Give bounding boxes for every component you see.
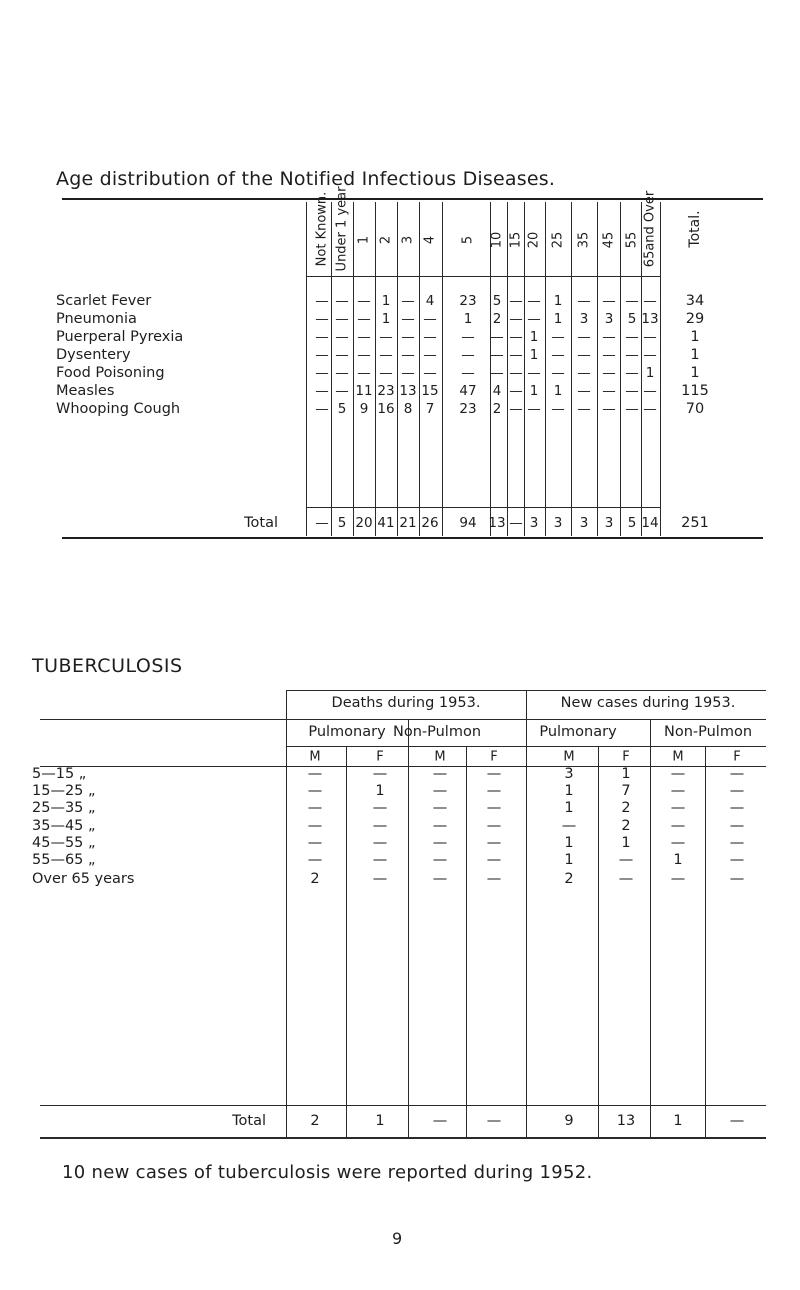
table-cell: 1: [529, 329, 539, 345]
total-cell: 41: [377, 515, 395, 531]
table-cell: —: [335, 311, 349, 327]
table-cell: 47: [459, 383, 477, 399]
total-cell: 26: [421, 515, 439, 531]
row-label: 5—15 „: [32, 766, 87, 782]
total-cell: —: [509, 515, 523, 531]
table-cell: —: [486, 818, 502, 834]
total-cell: —: [432, 1113, 448, 1129]
table-cell: —: [423, 365, 437, 381]
table-cell: —: [729, 835, 745, 851]
table-cell: —: [625, 383, 639, 399]
table-cell: 1: [690, 329, 700, 345]
table-cell: 1: [375, 783, 385, 799]
table-cell: —: [643, 293, 657, 309]
sex-header: F: [490, 749, 498, 765]
group-header-new-cases: New cases during 1953.: [560, 695, 736, 711]
table-cell: 5: [337, 401, 347, 417]
table-cell: 1: [553, 311, 563, 327]
sub-header: Pulmonary: [308, 724, 386, 740]
table-cell: —: [509, 329, 523, 345]
table-cell: —: [307, 852, 323, 868]
table-cell: 4: [492, 383, 502, 399]
table-cell: 1: [564, 783, 574, 799]
total-cell: 1: [375, 1113, 385, 1129]
table-cell: —: [432, 871, 448, 887]
table-cell: —: [315, 329, 329, 345]
table-cell: —: [577, 293, 591, 309]
table-cell: 2: [621, 818, 631, 834]
table-cell: —: [315, 383, 329, 399]
table-cell: 5: [627, 311, 637, 327]
table-cell: —: [551, 329, 565, 345]
table-cell: —: [486, 783, 502, 799]
column-header: 10: [489, 231, 505, 249]
table-cell: —: [315, 347, 329, 363]
column-divider: [346, 746, 347, 1137]
row-label: Measles: [56, 383, 115, 399]
column-divider: [408, 719, 409, 1137]
table-cell: 23: [459, 401, 477, 417]
total-cell: 20: [355, 515, 373, 531]
table-cell: —: [372, 871, 388, 887]
total-cell: 251: [681, 515, 709, 531]
table-cell: —: [729, 800, 745, 816]
table-cell: —: [307, 835, 323, 851]
total-cell: 3: [553, 515, 563, 531]
table-cell: —: [379, 329, 393, 345]
column-header: 3: [400, 235, 416, 245]
table-cell: —: [315, 311, 329, 327]
table-cell: —: [432, 783, 448, 799]
total-cell: 1: [673, 1113, 683, 1129]
table-cell: —: [372, 818, 388, 834]
table-cell: —: [432, 852, 448, 868]
table-cell: —: [561, 818, 577, 834]
footnote: 10 new cases of tuberculosis were reported during 1952.: [62, 1162, 593, 1183]
row-label: Dysentery: [56, 347, 131, 363]
total-cell: 14: [641, 515, 659, 531]
total-cell: —: [729, 1113, 745, 1129]
table-cell: —: [602, 383, 616, 399]
total-top-rule: [40, 1105, 766, 1106]
total-cell: 3: [529, 515, 539, 531]
table-cell: 29: [685, 311, 705, 327]
table-cell: —: [461, 365, 475, 381]
table-cell: —: [432, 800, 448, 816]
table-cell: 3: [579, 311, 589, 327]
sex-header: F: [733, 749, 741, 765]
column-header: 2: [378, 235, 394, 245]
table-cell: 1: [690, 365, 700, 381]
row-label: Over 65 years: [32, 871, 135, 887]
total-cell: 2: [310, 1113, 320, 1129]
table-cell: —: [432, 766, 448, 782]
table-cell: —: [670, 871, 686, 887]
table-cell: —: [486, 852, 502, 868]
table-cell: —: [401, 347, 415, 363]
row-label: 25—35 „: [32, 800, 96, 816]
table-cell: —: [551, 347, 565, 363]
table-cell: 13: [641, 311, 659, 327]
column-divider: [286, 690, 287, 1137]
table-cell: —: [551, 365, 565, 381]
table-cell: —: [509, 365, 523, 381]
table-cell: —: [423, 311, 437, 327]
table-cell: —: [490, 347, 504, 363]
table-cell: —: [577, 329, 591, 345]
table-cell: 1: [529, 347, 539, 363]
table-cell: 4: [425, 293, 435, 309]
table-cell: —: [335, 365, 349, 381]
table-cell: 34: [685, 293, 705, 309]
table-cell: —: [315, 293, 329, 309]
table-cell: 3: [604, 311, 614, 327]
table-cell: —: [577, 401, 591, 417]
table-cell: 7: [425, 401, 435, 417]
row-label: Pneumonia: [56, 311, 137, 327]
table-cell: 13: [399, 383, 417, 399]
table-cell: —: [577, 383, 591, 399]
total-cell: 5: [337, 515, 347, 531]
column-header: 45: [601, 231, 617, 249]
row-label: Scarlet Fever: [56, 293, 152, 309]
table-cell: 1: [564, 852, 574, 868]
sex-header: F: [622, 749, 630, 765]
tuberculosis-title: TUBERCULOSIS: [32, 655, 183, 677]
sex-header: M: [563, 749, 575, 765]
total-cell: 5: [627, 515, 637, 531]
total-label: Total: [232, 1113, 266, 1129]
table-cell: —: [602, 365, 616, 381]
table-cell: —: [602, 347, 616, 363]
page-number: 9: [392, 1229, 403, 1248]
table-cell: —: [357, 311, 371, 327]
table-cell: —: [372, 800, 388, 816]
total-cell: —: [486, 1113, 502, 1129]
table-cell: —: [577, 347, 591, 363]
table-cell: 7: [621, 783, 631, 799]
sex-header: M: [434, 749, 446, 765]
table-cell: —: [357, 293, 371, 309]
table-cell: —: [527, 401, 541, 417]
table-cell: —: [602, 329, 616, 345]
table-cell: —: [602, 401, 616, 417]
table-cell: —: [602, 293, 616, 309]
table-cell: 1: [621, 835, 631, 851]
sub-header: Non-Pulmon: [392, 724, 482, 740]
table-cell: —: [335, 293, 349, 309]
table-cell: 1: [645, 365, 655, 381]
table-cell: —: [461, 347, 475, 363]
table-cell: —: [643, 383, 657, 399]
table-cell: —: [335, 347, 349, 363]
table-cell: 2: [492, 401, 502, 417]
table-cell: 11: [355, 383, 373, 399]
table-cell: —: [509, 293, 523, 309]
table-cell: 3: [564, 766, 574, 782]
table-cell: 9: [359, 401, 369, 417]
left-top-rule: [40, 719, 286, 720]
column-header: 65and Over: [642, 190, 658, 268]
total-label: Total: [244, 515, 278, 531]
table-cell: —: [670, 766, 686, 782]
table-cell: —: [577, 365, 591, 381]
table-cell: —: [729, 766, 745, 782]
table-cell: —: [509, 347, 523, 363]
row-label: 55—65 „: [32, 852, 96, 868]
table-cell: —: [625, 365, 639, 381]
table-cell: 1: [673, 852, 683, 868]
table-cell: —: [401, 365, 415, 381]
sub-header: Non-Pulmon: [663, 724, 753, 740]
table-cell: —: [486, 871, 502, 887]
table-cell: 1: [564, 835, 574, 851]
table-cell: —: [486, 800, 502, 816]
table-cell: 1: [529, 383, 539, 399]
table-cell: —: [307, 818, 323, 834]
column-header: 20: [526, 231, 542, 249]
table-cell: —: [670, 800, 686, 816]
table-cell: —: [670, 818, 686, 834]
table-cell: —: [625, 329, 639, 345]
table-cell: 1: [690, 347, 700, 363]
table-cell: —: [625, 347, 639, 363]
table-cell: —: [315, 365, 329, 381]
table-cell: —: [643, 401, 657, 417]
column-divider: [466, 746, 467, 1137]
table-cell: —: [461, 329, 475, 345]
column-header: 25: [550, 231, 566, 249]
table-cell: —: [307, 783, 323, 799]
table-cell: 8: [403, 401, 413, 417]
table-cell: —: [379, 347, 393, 363]
row-label: 35—45 „: [32, 818, 96, 834]
table-cell: —: [551, 401, 565, 417]
column-header: 35: [576, 231, 592, 249]
table-cell: —: [490, 365, 504, 381]
table-cell: —: [432, 818, 448, 834]
table-cell: —: [729, 818, 745, 834]
page-title: Age distribution of the Notified Infectious Diseases.: [56, 168, 556, 190]
table-cell: 1: [621, 766, 631, 782]
table-cell: 1: [381, 311, 391, 327]
table-cell: 70: [685, 401, 705, 417]
row-label: Puerperal Pyrexia: [56, 329, 184, 345]
column-divider: [650, 719, 651, 1137]
table-cell: 16: [377, 401, 395, 417]
table-cell: —: [401, 329, 415, 345]
table-cell: —: [527, 293, 541, 309]
total-cell: 3: [604, 515, 614, 531]
column-header: Total.: [687, 210, 703, 248]
table-cell: —: [307, 800, 323, 816]
table-cell: 1: [553, 383, 563, 399]
table-cell: 1: [381, 293, 391, 309]
column-divider: [598, 746, 599, 1137]
table-cell: 23: [377, 383, 395, 399]
row-label: Food Poisoning: [56, 365, 165, 381]
column-header: 1: [356, 235, 372, 245]
table-cell: 115: [681, 383, 709, 399]
table-cell: —: [509, 383, 523, 399]
table-cell: 2: [564, 871, 574, 887]
total-cell: 94: [459, 515, 477, 531]
table-cell: —: [729, 871, 745, 887]
table-cell: —: [490, 329, 504, 345]
table-cell: 5: [492, 293, 502, 309]
column-divider: [705, 746, 706, 1137]
table-cell: —: [509, 311, 523, 327]
column-header: Under 1 year: [334, 186, 350, 272]
row-label: Whooping Cough: [56, 401, 181, 417]
table-cell: —: [432, 835, 448, 851]
table-cell: 1: [463, 311, 473, 327]
table-cell: —: [729, 852, 745, 868]
table-cell: —: [643, 329, 657, 345]
table-cell: —: [423, 347, 437, 363]
table-cell: —: [372, 835, 388, 851]
table-cell: —: [401, 311, 415, 327]
table-cell: —: [618, 852, 634, 868]
table-cell: 15: [421, 383, 439, 399]
sex-header: F: [376, 749, 384, 765]
table-cell: —: [357, 365, 371, 381]
sex-header: M: [672, 749, 684, 765]
table-cell: —: [486, 835, 502, 851]
table-cell: 1: [553, 293, 563, 309]
table-cell: —: [372, 766, 388, 782]
column-header: 55: [624, 231, 640, 249]
table-cell: —: [527, 311, 541, 327]
table-cell: —: [372, 852, 388, 868]
group-header-deaths: Deaths during 1953.: [331, 695, 481, 711]
bottom-rule: [40, 1137, 766, 1139]
row-label: 45—55 „: [32, 835, 96, 851]
table-cell: —: [379, 365, 393, 381]
sub-header: Pulmonary: [539, 724, 617, 740]
table-cell: 2: [621, 800, 631, 816]
table-cell: —: [315, 401, 329, 417]
table-cell: —: [335, 329, 349, 345]
table-cell: —: [670, 783, 686, 799]
table-cell: 2: [310, 871, 320, 887]
table-cell: —: [335, 383, 349, 399]
column-header: 15: [508, 231, 524, 249]
table-cell: 1: [564, 800, 574, 816]
table-cell: —: [670, 835, 686, 851]
columns-rule: [40, 766, 766, 767]
table-cell: —: [423, 329, 437, 345]
total-cell: 13: [488, 515, 506, 531]
table-cell: —: [357, 329, 371, 345]
column-header: 5: [460, 235, 476, 245]
row-label: 15—25 „: [32, 783, 96, 799]
table-cell: —: [618, 871, 634, 887]
table-cell: —: [509, 401, 523, 417]
table-cell: —: [357, 347, 371, 363]
table-cell: —: [625, 401, 639, 417]
column-divider: [526, 690, 527, 1137]
table-cell: 2: [492, 311, 502, 327]
table-cell: —: [625, 293, 639, 309]
sex-header: M: [309, 749, 321, 765]
total-cell: 21: [399, 515, 417, 531]
table-cell: —: [729, 783, 745, 799]
table-cell: 23: [459, 293, 477, 309]
table-cell: —: [486, 766, 502, 782]
total-cell: 3: [579, 515, 589, 531]
total-cell: 13: [616, 1113, 636, 1129]
total-cell: 9: [564, 1113, 574, 1129]
column-header: 4: [422, 235, 438, 245]
total-cell: —: [315, 515, 329, 531]
table-cell: —: [527, 365, 541, 381]
table-cell: —: [643, 347, 657, 363]
table-cell: —: [401, 293, 415, 309]
column-header: Not Known.: [314, 191, 330, 267]
table-cell: —: [307, 766, 323, 782]
